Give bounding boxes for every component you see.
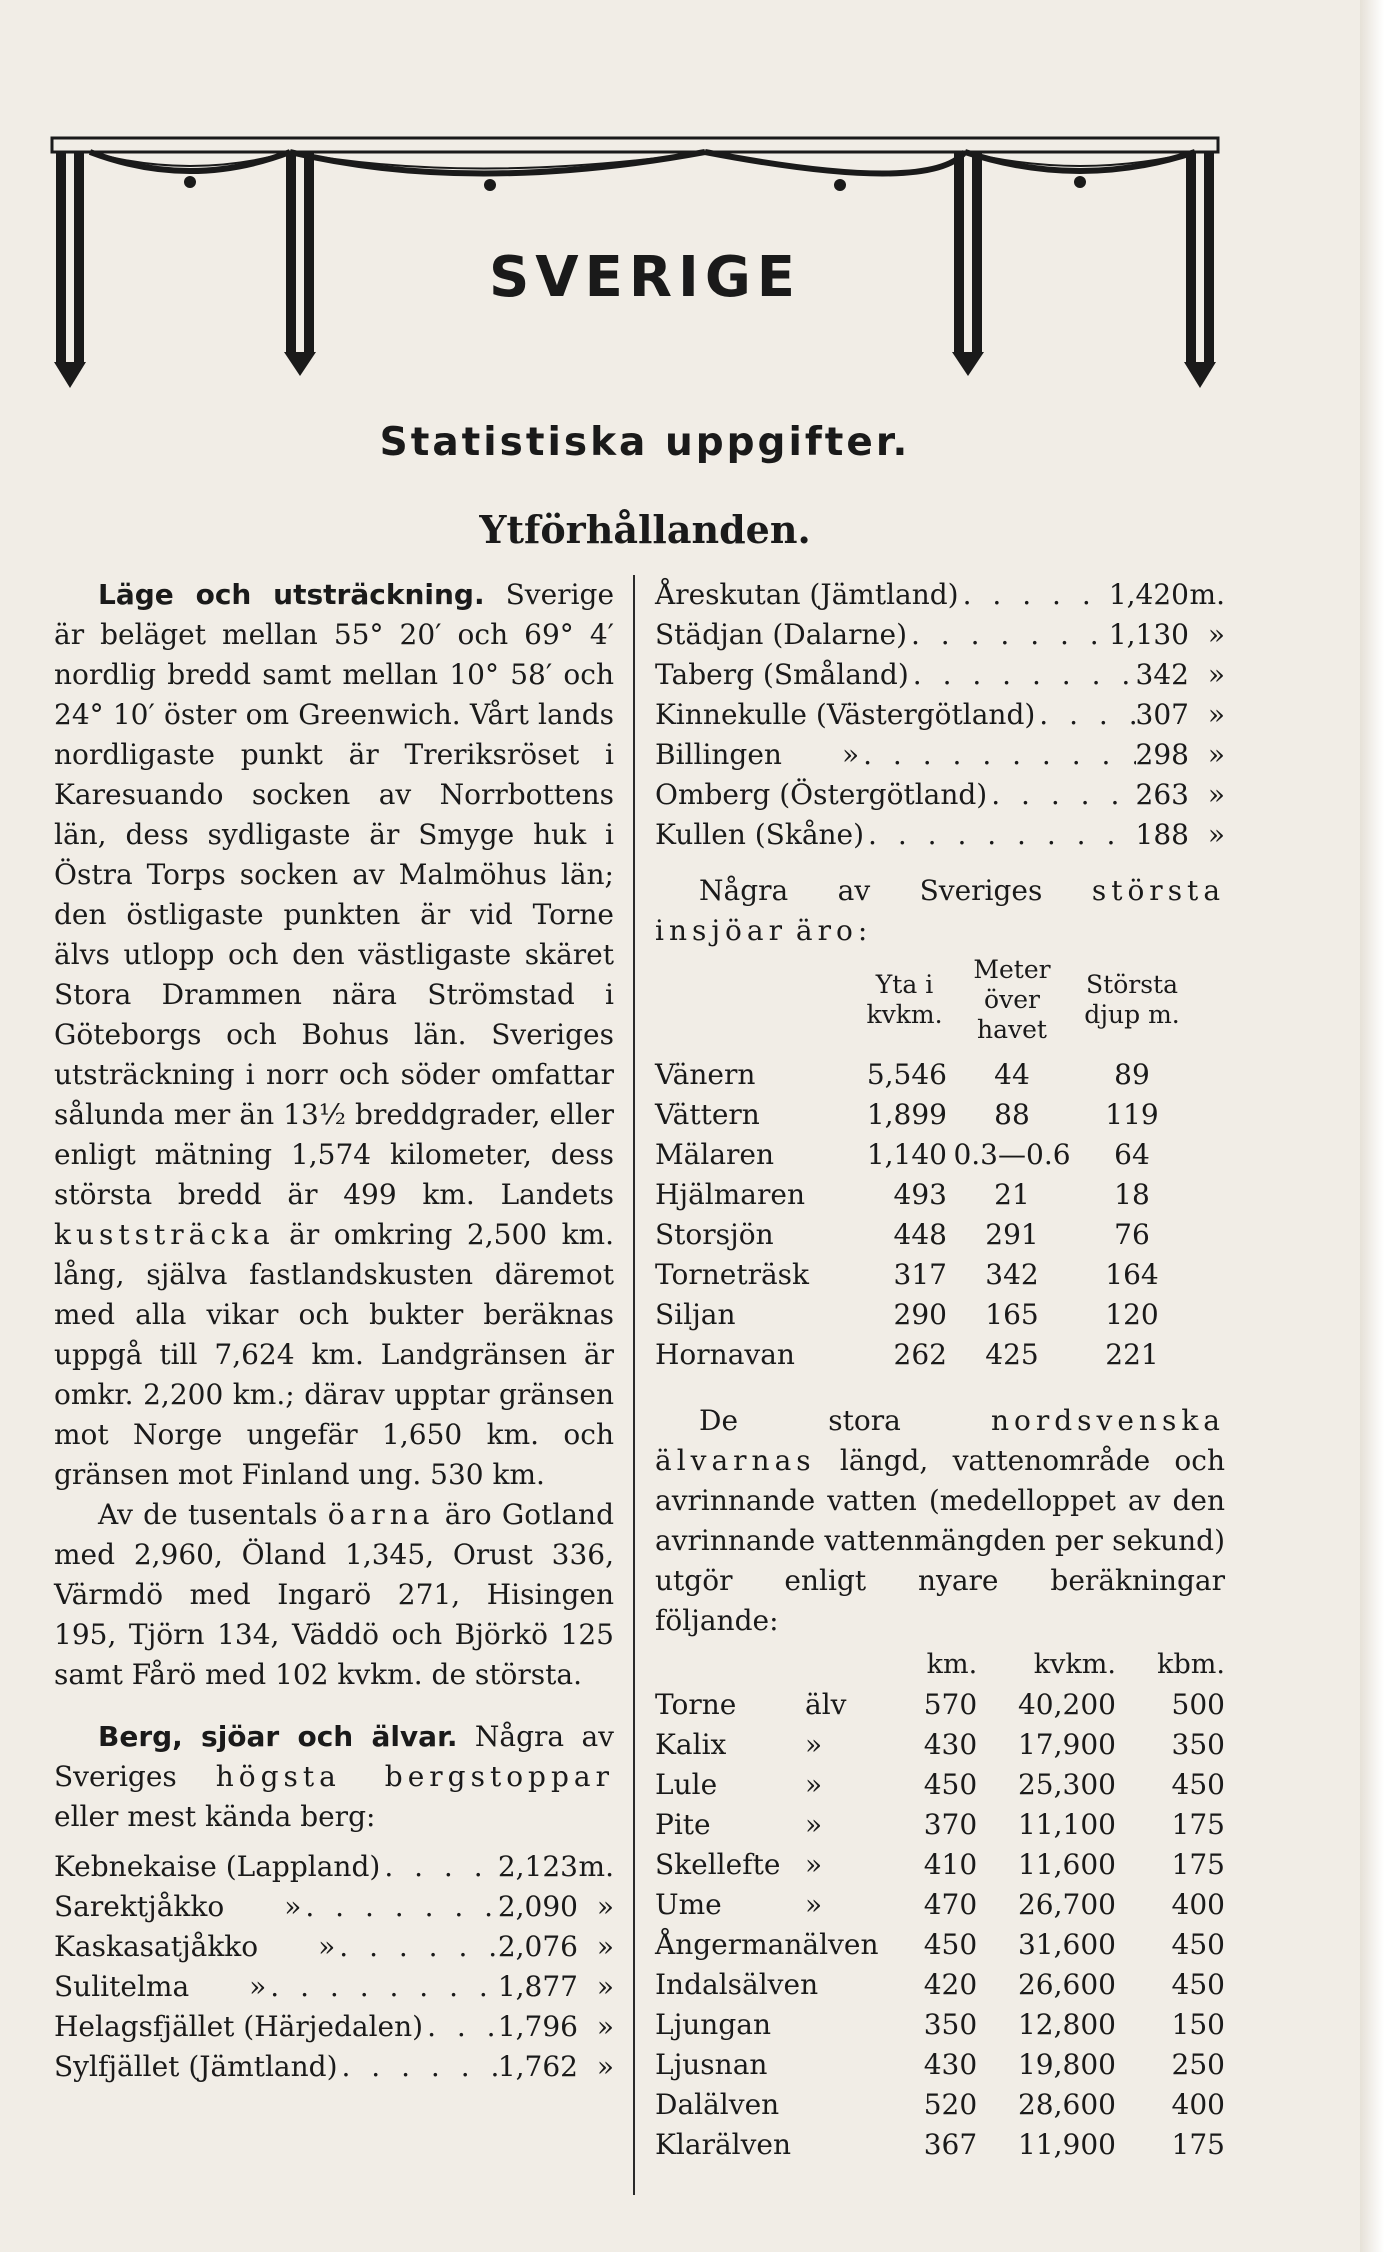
dot-leader — [1035, 695, 1135, 735]
lake-area: 262 — [893, 1338, 947, 1371]
lake-row — [655, 1095, 1225, 1135]
river-name: Torne — [655, 1688, 737, 1721]
lake-depth: 76 — [1114, 1218, 1150, 1251]
mountain-row — [54, 1887, 614, 1927]
mountain-height: 2,123 — [497, 1850, 578, 1883]
lake-height: 0.3—0.6 — [953, 1138, 1071, 1171]
river-name-cell — [655, 1885, 893, 1925]
lake-area: 1,140 — [866, 1138, 947, 1171]
river-name: Dalälven — [655, 2088, 780, 2121]
dot-leader — [380, 1847, 498, 1887]
lake-row — [655, 1335, 1225, 1375]
lake-height: 44 — [994, 1058, 1030, 1091]
river-name: Lule — [655, 1768, 718, 1801]
page-title: SVERIGE — [488, 245, 802, 310]
mountain-height: 298 — [1135, 738, 1189, 771]
river-length: 420 — [923, 1968, 978, 2001]
lake-row — [655, 1255, 1225, 1295]
river-area: 11,900 — [1017, 2128, 1116, 2161]
mountain-height: 263 — [1135, 778, 1189, 811]
river-row — [655, 1725, 1225, 1765]
dot-leader — [301, 1887, 497, 1927]
river-flow: 450 — [1171, 1968, 1225, 2001]
mountain-name: Sylfjället (Jämtland) — [54, 2050, 338, 2083]
mountain-row — [655, 695, 1225, 735]
river-name-cell — [655, 1725, 893, 1765]
river-name: Klarälven — [655, 2128, 792, 2161]
mountain-height: 307 — [1135, 698, 1189, 731]
dot-leader — [338, 2047, 498, 2087]
river-length: 470 — [923, 1888, 978, 1921]
mountain-height: 1,877 — [497, 1970, 578, 2003]
lake-height: 88 — [994, 1098, 1030, 1131]
paragraph-mountains: Berg, sjöar och älvar. Några av Sveriges högsta bergstoppar eller mest kända berg: — [54, 1720, 614, 1833]
lake-row — [655, 1055, 1225, 1095]
river-area: 17,900 — [1017, 1728, 1116, 1761]
dot-leader — [987, 775, 1135, 815]
unit: » — [596, 1930, 614, 1963]
mountain-name: Billingen — [655, 738, 782, 771]
lake-height: 342 — [985, 1258, 1039, 1291]
left-column — [54, 575, 614, 2087]
river-flow: 400 — [1171, 1888, 1225, 1921]
river-row — [655, 1885, 1225, 1925]
mountain-name: Omberg (Östergötland) — [655, 778, 988, 811]
river-flow: 175 — [1171, 1848, 1225, 1881]
river-name: Ljungan — [655, 2008, 771, 2041]
river-area: 26,700 — [1017, 1888, 1116, 1921]
mountain-row — [655, 735, 1225, 775]
lake-name: Mälaren — [655, 1138, 774, 1171]
lake-area: 317 — [893, 1258, 947, 1291]
river-area: 31,600 — [1017, 1928, 1116, 1961]
mountain-name: Helagsfjället (Härjedalen) — [54, 2010, 424, 2043]
lake-area: 5,546 — [866, 1058, 947, 1091]
dot-leader — [266, 1967, 498, 2007]
unit: » — [596, 1890, 614, 1923]
mountain-height: 1,420 — [1108, 578, 1189, 611]
lake-depth: 64 — [1114, 1138, 1150, 1171]
mountain-height: 1,130 — [1108, 618, 1189, 651]
lake-depth: 164 — [1105, 1258, 1159, 1291]
mountain-list — [54, 1847, 614, 2087]
lake-row — [655, 1295, 1225, 1335]
river-name-cell — [655, 1965, 893, 2005]
river-name-cell — [655, 2045, 893, 2085]
river-area: 40,200 — [1017, 1688, 1116, 1721]
section-heading: Ytförhållanden. — [479, 507, 811, 552]
mountain-height: 2,076 — [497, 1930, 578, 1963]
lake-name: Hornavan — [655, 1338, 795, 1371]
unit: » — [1207, 778, 1225, 811]
unit: » — [1207, 738, 1225, 771]
unit: » — [596, 1970, 614, 2003]
river-flow: 175 — [1171, 2128, 1225, 2161]
river-name-cell — [655, 1925, 893, 1965]
ditto-mark: » — [841, 738, 860, 771]
mountain-row — [54, 2007, 614, 2047]
mountain-name: Kebnekaise (Lappland) — [54, 1850, 381, 1883]
lake-depth: 18 — [1114, 1178, 1150, 1211]
paragraph-islands: Av de tusentals öarna äro Gotland med 2,960, Öland 1,345, Orust 336, Värmdö med Ingarö 271, Hisingen 195, Tjörn 134, Väddö och Björkö 125 samt Fårö med 102 kvkm. de största. — [54, 1498, 615, 1691]
river-name-cell — [655, 1685, 893, 1725]
right-column — [655, 575, 1225, 2165]
unit: » — [1207, 658, 1225, 691]
river-area: 11,600 — [1017, 1848, 1116, 1881]
river-row — [655, 1965, 1225, 2005]
river-length: 370 — [923, 1808, 978, 1841]
river-flow: 250 — [1171, 2048, 1225, 2081]
mountain-name: Städjan (Dalarne) — [655, 618, 907, 651]
mountain-height: 188 — [1135, 818, 1189, 851]
river-length: 450 — [923, 1768, 978, 1801]
lake-row — [655, 1135, 1225, 1175]
dot-leader — [907, 615, 1109, 655]
mountain-row — [54, 2047, 614, 2087]
lake-table — [655, 1055, 1225, 1375]
lake-depth: 119 — [1105, 1098, 1159, 1131]
river-length: 350 — [923, 2008, 978, 2041]
unit: » — [1207, 618, 1225, 651]
ditto-mark: älv — [805, 1688, 847, 1721]
river-row — [655, 1845, 1225, 1885]
dot-leader — [335, 1927, 498, 1967]
river-length: 430 — [923, 2048, 978, 2081]
river-flow: 450 — [1171, 1928, 1225, 1961]
subtitle: Statistiska uppgifter. — [379, 420, 911, 465]
ditto-mark: » — [805, 1768, 823, 1801]
lake-row — [655, 1175, 1225, 1215]
river-area: 26,600 — [1017, 1968, 1116, 2001]
river-table-header: km. kvkm. kbm. — [926, 1649, 1225, 1680]
river-length: 520 — [923, 2088, 978, 2121]
river-flow: 150 — [1171, 2008, 1225, 2041]
mountain-row — [655, 575, 1225, 615]
river-row — [655, 1925, 1225, 1965]
dot-leader — [909, 655, 1136, 695]
river-flow: 175 — [1171, 1808, 1225, 1841]
river-name-cell — [655, 2125, 893, 2165]
river-flow: 400 — [1171, 2088, 1225, 2121]
mountain-row — [54, 1847, 614, 1887]
ditto-mark: » — [805, 1888, 823, 1921]
mountain-height: 1,762 — [497, 2050, 578, 2083]
river-name: Ljusnan — [655, 2048, 768, 2081]
lake-area: 448 — [893, 1218, 947, 1251]
lake-name: Vänern — [655, 1058, 756, 1091]
river-name: Kalix — [655, 1728, 727, 1761]
river-area: 11,100 — [1017, 1808, 1116, 1841]
lake-height: 21 — [994, 1178, 1030, 1211]
unit: » — [1207, 698, 1225, 731]
river-name-cell — [655, 2005, 893, 2045]
mountain-list — [655, 575, 1225, 855]
page-edge — [1360, 0, 1400, 2252]
mountain-name: Åreskutan (Jämtland) — [655, 578, 959, 611]
lake-name: Storsjön — [655, 1218, 774, 1251]
unit: » — [596, 2050, 614, 2083]
lake-depth: 221 — [1105, 1338, 1159, 1371]
river-length: 450 — [923, 1928, 978, 1961]
river-row — [655, 2125, 1225, 2165]
river-flow: 350 — [1171, 1728, 1225, 1761]
river-row — [655, 1805, 1225, 1845]
lake-height: 165 — [985, 1298, 1039, 1331]
mountain-row — [54, 1927, 614, 1967]
river-area: 12,800 — [1017, 2008, 1116, 2041]
unit: m. — [578, 1850, 614, 1883]
lake-name: Siljan — [655, 1298, 736, 1331]
unit: » — [1207, 818, 1225, 851]
lake-area: 1,899 — [866, 1098, 947, 1131]
unit: m. — [1189, 578, 1225, 611]
mountain-height: 1,796 — [497, 2010, 578, 2043]
lake-name: Torneträsk — [655, 1258, 810, 1291]
river-name: Ångermanälven — [655, 1928, 879, 1961]
river-row — [655, 2045, 1225, 2085]
river-row — [655, 1765, 1225, 1805]
mountain-row — [655, 615, 1225, 655]
river-name-cell — [655, 2085, 893, 2125]
lake-name: Hjälmaren — [655, 1178, 805, 1211]
mountain-name: Sarektjåkko — [54, 1890, 225, 1923]
mountain-name: Sulitelma — [54, 1970, 190, 2003]
paragraph-rivers: De stora nordsvenska älvarnas längd, vattenområde och avrinnande vatten (medelloppet av den avrinnande vattenmängden per sekund) utgör enligt nyare beräkningar följande: — [655, 1404, 1225, 1637]
river-flow: 500 — [1171, 1688, 1225, 1721]
lake-name: Vättern — [655, 1098, 760, 1131]
dot-leader — [864, 815, 1136, 855]
unit: » — [596, 2010, 614, 2043]
lake-table-header: Yta i kvkm. Meter över havet Största djup m. — [866, 955, 1180, 1044]
paragraph-location: Läge och utsträckning. Sverige är beläget mellan 55° 20′ och 69° 4′ nordlig bredd samt mellan 10° 58′ och 24° 10′ öster om Greenwich. Vårt lands nordligaste punkt är Treriksröset i Karesuando socken av Norrbottens län, dess sydligaste är Smyge huk i Östra Torps socken av Malmöhus län; den östligaste punkten är vid Torne älvs utlopp och den västligaste skäret Stora Drammen nära Strömstad i Göteborgs och Bohus län. Sveriges utsträckning i norr och söder omfattar sålunda mer än 13½ breddgrader, eller enligt mätning 1,574 kilometer, dess största bredd är 499 km. Landets kuststräcka är omkring 2,500 km. lång, själva fastlandskusten däremot med alla vikar och bukter beräknas uppgå till 7,624 km. Landgränsen är omkr. 2,200 km.; därav upptar gränsen mot Norge ungefär 1,650 km. och gränsen mot Finland ung. 530 km. — [54, 578, 615, 1491]
river-table — [655, 1685, 1225, 2165]
river-length: 570 — [923, 1688, 978, 1721]
river-area: 19,800 — [1017, 2048, 1116, 2081]
river-name: Ume — [655, 1888, 722, 1921]
river-row — [655, 2005, 1225, 2045]
river-area: 28,600 — [1017, 2088, 1116, 2121]
paragraph-lakes: Några av Sveriges största insjöar äro: — [655, 874, 1226, 947]
mountain-row — [655, 815, 1225, 855]
lake-depth: 120 — [1105, 1298, 1159, 1331]
ditto-mark: » — [249, 1970, 267, 2003]
mountain-row — [54, 1967, 614, 2007]
dot-leader — [859, 735, 1135, 775]
lake-height: 291 — [985, 1218, 1039, 1251]
river-name: Pite — [655, 1808, 711, 1841]
ditto-mark: » — [805, 1808, 823, 1841]
ditto-mark: » — [318, 1930, 336, 1963]
river-flow: 450 — [1171, 1768, 1225, 1801]
mountain-name: Kaskasatjåkko — [54, 1930, 259, 1963]
ditto-mark: » — [805, 1848, 823, 1881]
mountain-name: Kullen (Skåne) — [655, 818, 865, 851]
column-divider — [633, 575, 635, 2195]
mountain-height: 2,090 — [497, 1890, 578, 1923]
river-name: Skellefte — [655, 1848, 781, 1881]
dot-leader — [959, 575, 1109, 615]
dot-leader — [423, 2007, 498, 2047]
mountain-height: 342 — [1135, 658, 1189, 691]
lake-height: 425 — [985, 1338, 1039, 1371]
river-length: 367 — [923, 2128, 978, 2161]
mountain-name: Kinnekulle (Västergötland) — [655, 698, 1036, 731]
river-length: 410 — [923, 1848, 978, 1881]
river-name-cell — [655, 1805, 893, 1845]
river-name-cell — [655, 1845, 893, 1885]
ditto-mark: » — [284, 1890, 302, 1923]
lake-depth: 89 — [1114, 1058, 1150, 1091]
ditto-mark: » — [805, 1728, 823, 1761]
mountain-name: Taberg (Småland) — [655, 658, 909, 691]
river-name-cell — [655, 1765, 893, 1805]
lake-area: 290 — [893, 1298, 947, 1331]
mountain-row — [655, 775, 1225, 815]
river-row — [655, 1685, 1225, 1725]
river-name: Indalsälven — [655, 1968, 819, 2001]
lake-area: 493 — [893, 1178, 947, 1211]
lake-row — [655, 1215, 1225, 1255]
mountain-row — [655, 655, 1225, 695]
river-row — [655, 2085, 1225, 2125]
river-area: 25,300 — [1017, 1768, 1116, 1801]
river-length: 430 — [923, 1728, 978, 1761]
